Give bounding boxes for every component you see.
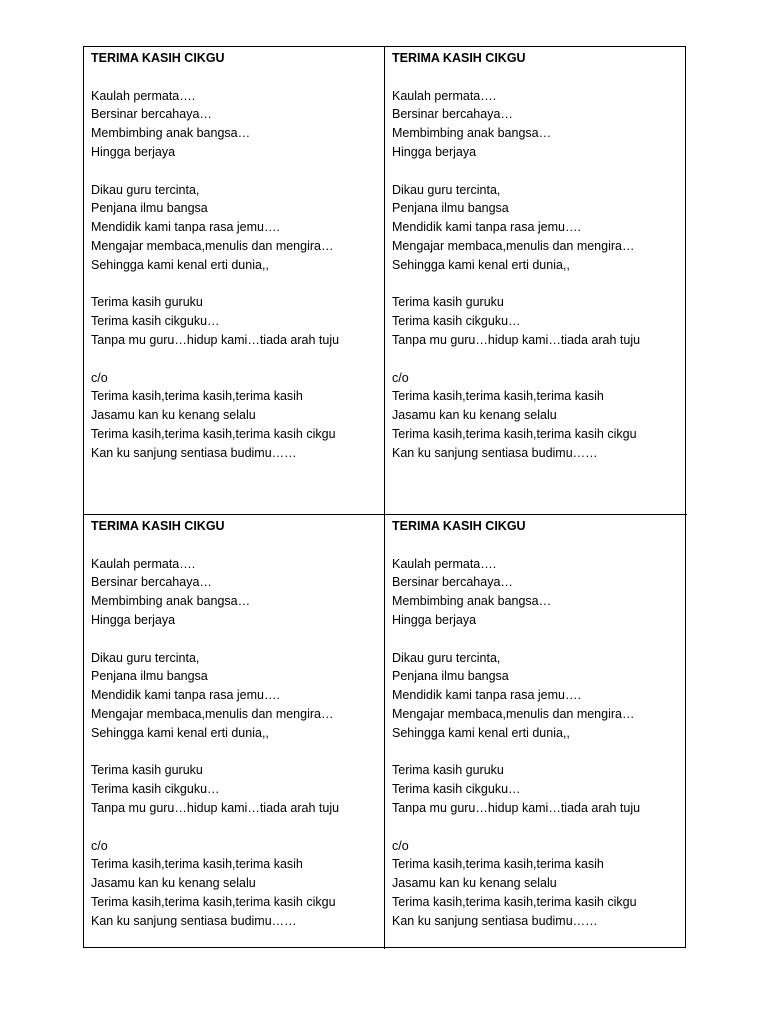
- lyric-line: Sehingga kami kenal erti dunia,,: [91, 257, 269, 272]
- lyric-line: Mendidik kami tanpa rasa jemu….: [392, 688, 581, 703]
- lyrics-stanza: [91, 649, 378, 743]
- lyric-line: Mengajar membaca,menulis dan mengira…: [392, 706, 635, 721]
- lyric-line: Kaulah permata….: [91, 556, 196, 571]
- lyrics-stanza: [91, 87, 378, 162]
- lyric-line: Dikau guru tercinta,: [392, 650, 501, 665]
- lyrics-stanza: [392, 293, 681, 349]
- lyric-line: Tanpa mu guru…hidup kami…tiada arah tuju: [392, 800, 641, 815]
- lyric-line: Membimbing anak bangsa…: [392, 594, 552, 609]
- lyrics-stanza: [91, 555, 378, 630]
- lyric-line: Terima kasih cikguku…: [392, 782, 521, 797]
- lyric-line: Mengajar membaca,menulis dan mengira…: [91, 706, 334, 721]
- lyric-line: Bersinar bercahaya…: [91, 575, 212, 590]
- lyrics-stanza: [392, 181, 681, 275]
- lyric-line: Mengajar membaca,menulis dan mengira…: [91, 238, 334, 253]
- lyric-line: Membimbing anak bangsa…: [91, 126, 251, 141]
- lyric-line: Dikau guru tercinta,: [392, 182, 501, 197]
- lyric-line: Hingga berjaya: [91, 144, 176, 159]
- lyric-line: c/o: [91, 838, 108, 853]
- song-title: TERIMA KASIH CIKGU: [91, 519, 225, 533]
- lyrics-sheet: [83, 46, 686, 948]
- lyrics-stanza: [91, 761, 378, 817]
- lyric-line: Kaulah permata….: [91, 88, 196, 103]
- lyric-line: c/o: [392, 838, 409, 853]
- lyric-line: Jasamu kan ku kenang selalu: [91, 408, 256, 423]
- lyric-line: Terima kasih guruku: [91, 763, 203, 778]
- lyric-line: Kaulah permata….: [392, 556, 497, 571]
- lyric-line: Penjana ilmu bangsa: [392, 201, 509, 216]
- lyric-line: Terima kasih,terima kasih,terima kasih: [91, 389, 303, 404]
- lyric-line: Jasamu kan ku kenang selalu: [392, 876, 557, 891]
- lyric-line: Terima kasih,terima kasih,terima kasih: [392, 389, 604, 404]
- lyric-line: Dikau guru tercinta,: [91, 182, 200, 197]
- lyric-line: Mengajar membaca,menulis dan mengira…: [392, 238, 635, 253]
- song-title: TERIMA KASIH CIKGU: [91, 51, 225, 65]
- lyric-line: Terima kasih cikguku…: [91, 314, 220, 329]
- lyric-line: Hingga berjaya: [392, 144, 477, 159]
- lyric-line: Kan ku sanjung sentiasa budimu……: [91, 445, 297, 460]
- lyric-line: Jasamu kan ku kenang selalu: [91, 876, 256, 891]
- lyric-line: Terima kasih,terima kasih,terima kasih: [392, 857, 604, 872]
- lyric-line: c/o: [91, 370, 108, 385]
- lyrics-stanza: [392, 837, 681, 931]
- lyrics-stanza: [91, 837, 378, 931]
- lyric-line: Mendidik kami tanpa rasa jemu….: [392, 220, 581, 235]
- lyric-line: Terima kasih,terima kasih,terima kasih cikgu: [392, 426, 637, 441]
- lyric-line: Mendidik kami tanpa rasa jemu….: [91, 688, 280, 703]
- lyric-line: Terima kasih guruku: [91, 295, 203, 310]
- lyric-line: Mendidik kami tanpa rasa jemu….: [91, 220, 280, 235]
- lyric-line: Sehingga kami kenal erti dunia,,: [91, 725, 269, 740]
- lyric-line: Terima kasih,terima kasih,terima kasih: [91, 857, 303, 872]
- lyrics-stanza: [392, 555, 681, 630]
- lyric-line: Tanpa mu guru…hidup kami…tiada arah tuju: [392, 332, 641, 347]
- lyric-line: Penjana ilmu bangsa: [91, 669, 208, 684]
- lyric-line: Membimbing anak bangsa…: [392, 126, 552, 141]
- lyric-line: Dikau guru tercinta,: [91, 650, 200, 665]
- lyrics-stanza: [392, 649, 681, 743]
- lyrics-card-bottom-right: [385, 515, 687, 949]
- lyric-line: Penjana ilmu bangsa: [392, 669, 509, 684]
- lyric-line: Terima kasih cikguku…: [91, 782, 220, 797]
- lyric-line: Bersinar bercahaya…: [392, 575, 513, 590]
- lyrics-stanza: [91, 181, 378, 275]
- lyric-line: Terima kasih guruku: [392, 763, 504, 778]
- lyric-line: Bersinar bercahaya…: [91, 107, 212, 122]
- lyric-line: Kan ku sanjung sentiasa budimu……: [91, 913, 297, 928]
- lyric-line: Kan ku sanjung sentiasa budimu……: [392, 913, 598, 928]
- lyric-line: Sehingga kami kenal erti dunia,,: [392, 257, 570, 272]
- lyric-line: Tanpa mu guru…hidup kami…tiada arah tuju: [91, 332, 340, 347]
- lyric-line: Sehingga kami kenal erti dunia,,: [392, 725, 570, 740]
- lyrics-stanza: [392, 369, 681, 463]
- lyrics-stanza: [91, 369, 378, 463]
- song-title: TERIMA KASIH CIKGU: [392, 519, 526, 533]
- lyric-line: Terima kasih,terima kasih,terima kasih cikgu: [392, 894, 637, 909]
- lyrics-card-bottom-left: [84, 515, 385, 949]
- song-title: TERIMA KASIH CIKGU: [392, 51, 526, 65]
- lyric-line: Terima kasih guruku: [392, 295, 504, 310]
- lyrics-stanza: [392, 761, 681, 817]
- lyric-line: Kan ku sanjung sentiasa budimu……: [392, 445, 598, 460]
- lyric-line: Tanpa mu guru…hidup kami…tiada arah tuju: [91, 800, 340, 815]
- lyric-line: Jasamu kan ku kenang selalu: [392, 408, 557, 423]
- lyric-line: Bersinar bercahaya…: [392, 107, 513, 122]
- lyric-line: Membimbing anak bangsa…: [91, 594, 251, 609]
- lyrics-stanza: [91, 293, 378, 349]
- lyric-line: Terima kasih,terima kasih,terima kasih cikgu: [91, 894, 336, 909]
- lyric-line: Terima kasih cikguku…: [392, 314, 521, 329]
- lyric-line: Terima kasih,terima kasih,terima kasih cikgu: [91, 426, 336, 441]
- lyric-line: Penjana ilmu bangsa: [91, 201, 208, 216]
- lyrics-card-top-left: [84, 47, 385, 515]
- lyric-line: Hingga berjaya: [392, 612, 477, 627]
- lyrics-stanza: [392, 87, 681, 162]
- lyrics-card-top-right: [385, 47, 687, 515]
- lyric-line: c/o: [392, 370, 409, 385]
- lyric-line: Kaulah permata….: [392, 88, 497, 103]
- lyric-line: Hingga berjaya: [91, 612, 176, 627]
